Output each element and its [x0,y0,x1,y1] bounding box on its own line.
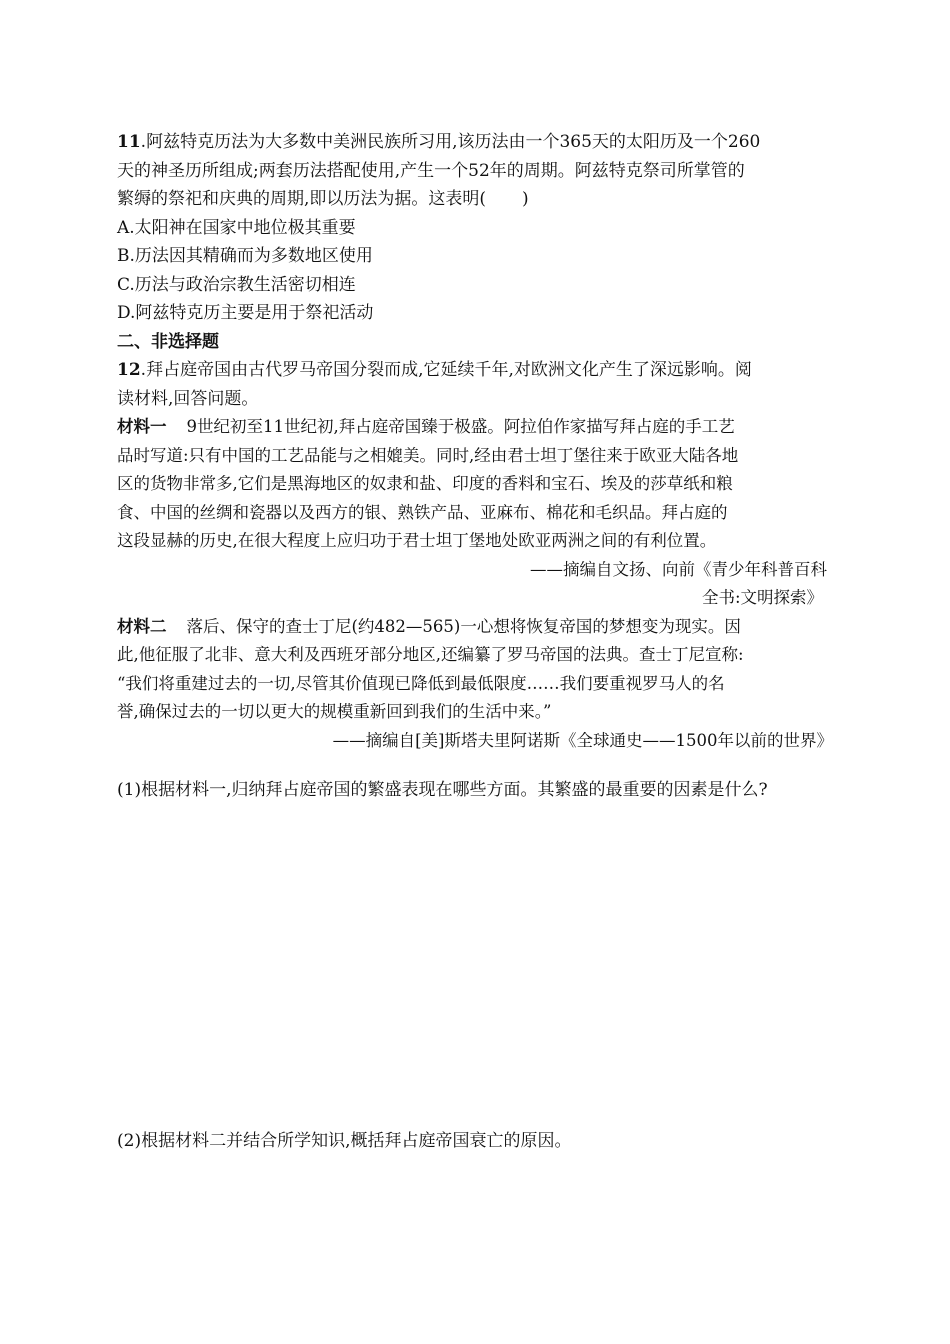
sub-question-1: (1)根据材料一,归纳拜占庭帝国的繁盛表现在哪些方面。其繁盛的最重要的因素是什么? [117,780,768,800]
material-2-source: ——摘编自[美]斯塔夫里阿诺斯《全球通史——1500年以前的世界》 [332,730,833,750]
question-11-line-3 [117,185,837,214]
material-1-label: 材料一 [117,417,167,436]
material-1-source-line-1: ——摘编自文扬、向前《青少年科普百科 [530,559,827,579]
material-2-line-4: 誉,确保过去的一切以更大的规模重新回到我们的生活中来。” [117,702,552,721]
material-1-line-3: 区的货物非常多,它们是黑海地区的奴隶和盐、印度的香料和宝石、埃及的莎草纸和粮 [117,474,733,493]
section-heading: 二、非选择题 [117,331,219,352]
question-12-line-2: 读材料,回答问题。 [117,388,259,409]
material-1-line-5: 这段显赫的历史,在很大程度上应归功于君士坦丁堡地处欧亚两洲之间的有利位置。 [117,531,717,550]
exam-page [117,128,837,1275]
question-11-line-1 [117,128,837,157]
option-b: B.历法因其精确而为多数地区使用 [117,246,373,266]
material-1-line-4: 食、中国的丝绸和瓷器以及西方的银、熟铁产品、亚麻布、棉花和毛织品。拜占庭的 [117,502,728,522]
sub-question-2: (2)根据材料二并结合所学知识,概括拜占庭帝国衰亡的原因。 [117,1130,572,1151]
material-2-text: 落后、保守的查士丁尼(约482—565)一心想将恢复帝国的梦想变为现实。因 [186,616,741,636]
question-12-line-1 [117,356,837,385]
material-1-line-2: 品时写道:只有中国的工艺品能与之相媲美。同时,经由君士坦丁堡往来于欧亚大陆各地 [117,445,739,465]
question-11-stem-end: 繁缛的祭祀和庆典的周期,即以历法为据。这表明( [117,189,487,209]
question-12-intro: .拜占庭帝国由古代罗马帝国分裂而成,它延续千年,对欧洲文化产生了深远影响。阅 [140,360,752,380]
material-2-label: 材料二 [117,616,167,636]
question-11-number: 11 [117,132,141,152]
question-11-line-2: 天的神圣历所组成;两套历法搭配使用,产生一个52年的周期。阿兹特克祭司所掌管的 [117,160,745,181]
material-1-line-1 [117,413,837,442]
question-11-text: .阿兹特克历法为大多数中美洲民族所习用,该历法由一个365天的太阳历及一个260 [140,132,761,152]
material-1-source-line-2: 全书:文明探索》 [701,588,823,607]
material-2-line-3: “我们将重建过去的一切,尽管其价值现已降低到最低限度……我们要重视罗马人的名 [117,673,725,693]
material-2-line-2: 此,他征服了北非、意大利及西班牙部分地区,还编纂了罗马帝国的法典。查士丁尼宣称: [117,645,744,664]
answer-space-1[interactable] [117,805,837,1127]
option-d: D.阿兹特克历主要是用于祭祀活动 [117,303,374,323]
question-12-number: 12 [117,360,141,380]
option-a: A.太阳神在国家中地位极其重要 [117,217,356,238]
material-1-text: 9世纪初至11世纪初,拜占庭帝国臻于极盛。阿拉伯作家描写拜占庭的手工艺 [186,417,735,436]
material-2-line-1 [117,613,837,642]
answer-space-2[interactable] [117,1155,837,1275]
option-c: C.历法与政治宗教生活密切相连 [117,274,356,295]
close-paren: ) [522,189,529,209]
